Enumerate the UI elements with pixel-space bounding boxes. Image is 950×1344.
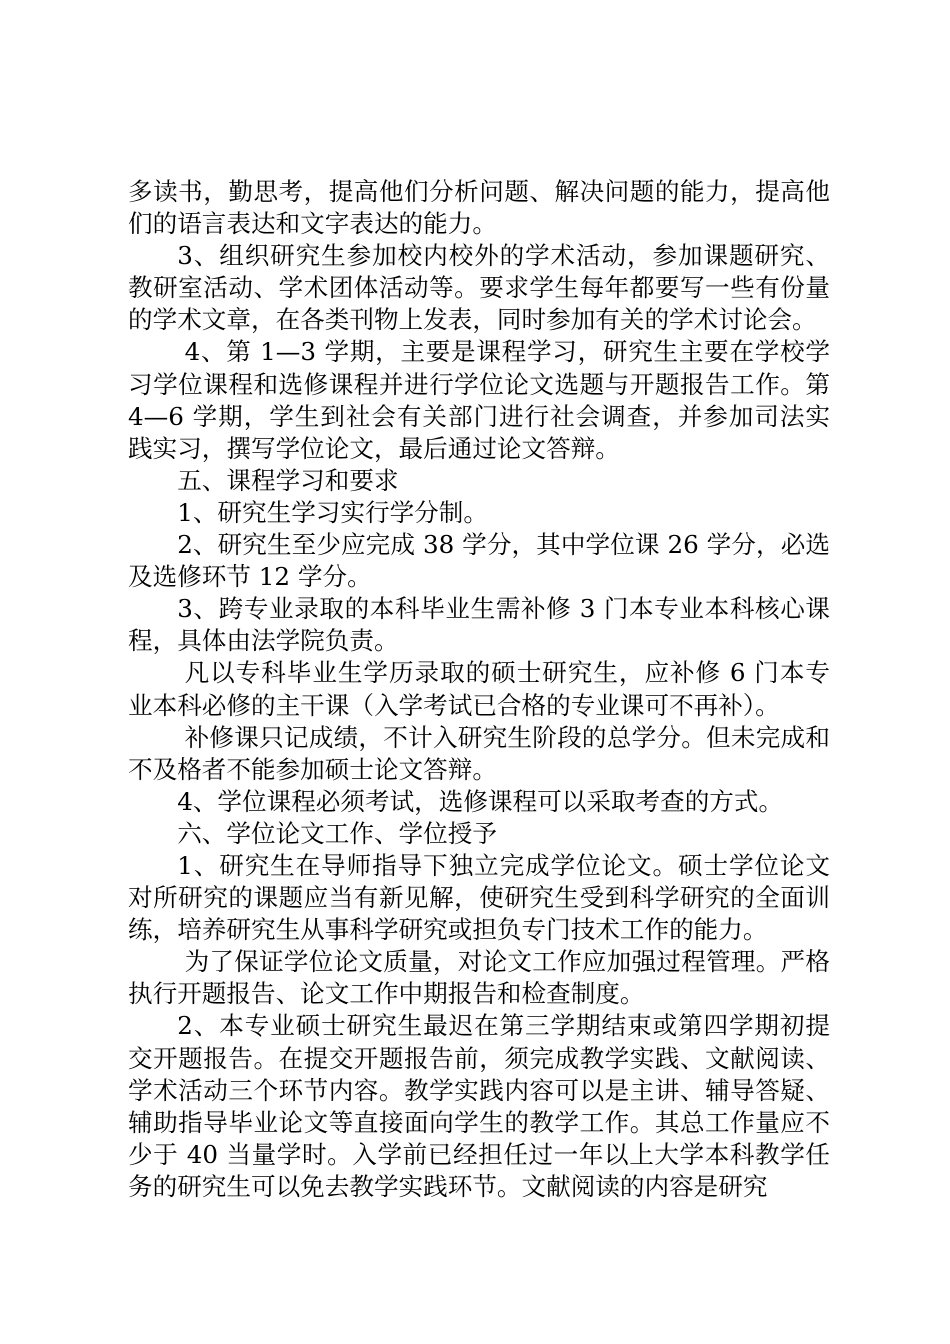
section-heading-5: 五、课程学习和要求: [177, 465, 399, 495]
paragraph-cross-major: 3、跨专业录取的本科毕业生需补修 3 门本专业本科核心课程，具体由法学院负责。: [128, 594, 830, 656]
paragraph-proposal-report: 2、本专业硕士研究生最迟在第三学期结束或第四学期初提交开题报告。在提交开题报告前，须完成教学实践、文献阅读、学术活动三个环节内容。教学实践内容可以是主讲、辅导答疑、辅助指导毕业论文等直接面向学生的教学工作。其总工作量应不少于 40 当量学时。入学前已经担任过一年以上大学本科教学任务的研究生可以免去教学实践环节。文献阅读的内容是研究: [128, 1011, 830, 1201]
paragraph-exams: 4、学位课程必须考试，选修课程可以采取考查的方式。: [177, 786, 784, 816]
paragraph-makeup-courses: 补修课只记成绩，不计入研究生阶段的总学分。但未完成和不及格者不能参加硕士论文答辩。: [128, 722, 830, 784]
section-heading-6: 六、学位论文工作、学位授予: [177, 818, 497, 848]
paragraph-item-3-academic-activities: 3、组织研究生参加校内校外的学术活动，参加课题研究、教研室活动、学术团体活动等。要求学生每年都要写一些有份量的学术文章，在各类刊物上发表，同时参加有关的学术讨论会。: [128, 241, 830, 335]
paragraph-credit-requirement: 2、研究生至少应完成 38 学分，其中学位课 26 学分，必选及选修环节 12 学分。: [128, 530, 830, 592]
paragraph-thesis-independent: 1、研究生在导师指导下独立完成学位论文。硕士学位论文对所研究的课题应当有新见解，使研究生受到科学研究的全面训练，培养研究生从事科学研究或担负专门技术工作的能力。: [128, 850, 830, 945]
document-body: [128, 176, 830, 1203]
paragraph-thesis-quality: 为了保证学位论文质量，对论文工作应加强过程管理。严格执行开题报告、论文工作中期报告和检查制度。: [128, 947, 830, 1009]
paragraph-item-4-semesters: 4、第 1—3 学期，主要是课程学习，研究生主要在学校学习学位课程和选修课程并进行学位论文选题与开题报告工作。第 4—6 学期，学生到社会有关部门进行社会调查，并参加司法实践实习，撰写学位论文，最后通过论文答辩。: [128, 337, 830, 463]
paragraph-credit-system: 1、研究生学习实行学分制。: [177, 497, 488, 527]
paragraph-junior-college: 凡以专科毕业生学历录取的硕士研究生，应补修 6 门本专业本科必修的主干课（入学考试已合格的专业课可不再补）。: [128, 658, 830, 720]
paragraph-continuation: 多读书，勤思考，提高他们分析问题、解决问题的能力，提高他们的语言表达和文字表达的能力。: [128, 177, 830, 239]
